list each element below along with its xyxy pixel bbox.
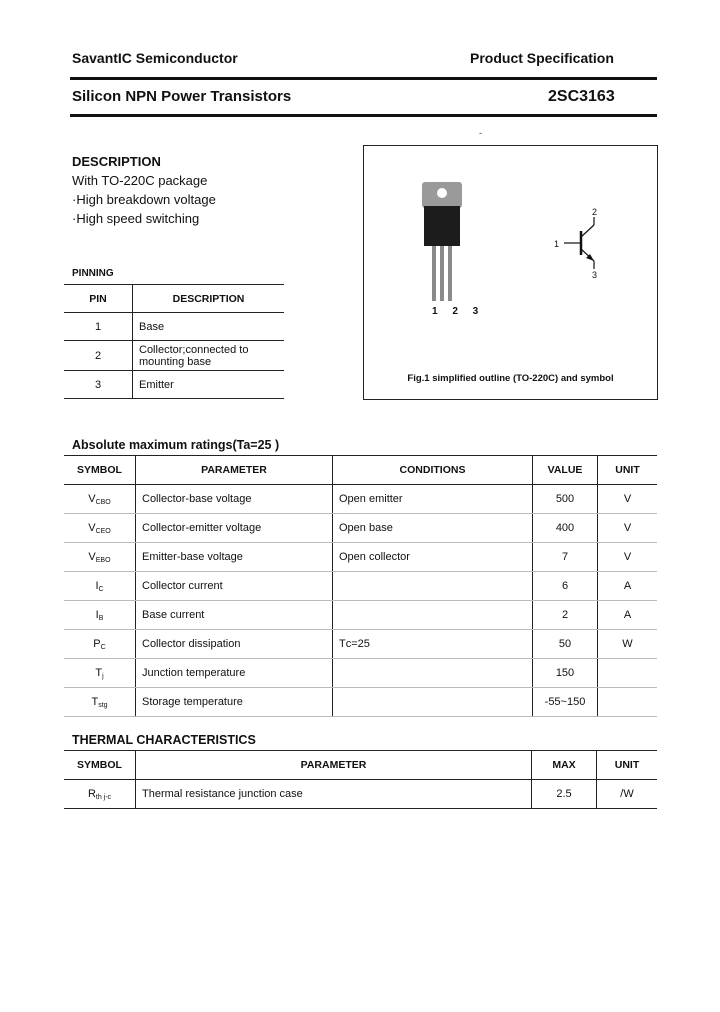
parameter-cell: Storage temperature [136,688,333,717]
table-row [64,485,657,514]
value-cell: 50 [533,630,598,659]
pinning-title: PINNING [72,268,114,279]
symbol-main: V [88,521,96,534]
parameter-cell: Emitter-base voltage [136,543,333,572]
symbol-subscript: C [100,643,106,651]
table-header-row [64,456,657,485]
pin-description: Collector;connected to mounting base [133,341,285,371]
header-rule-bottom [70,114,657,117]
symbol-main: V [88,492,96,505]
lead-1 [432,246,436,301]
pin-header: PIN [64,285,133,313]
conditions-cell: Open base [333,514,533,543]
symbol-subscript: j [102,672,104,680]
value-header: VALUE [533,456,598,485]
unit-cell: W [598,630,658,659]
conditions-cell [333,572,533,601]
table-header-row [64,285,284,313]
symbol-cell [64,572,136,601]
mounting-hole [437,188,447,198]
package-pin-numbers: 1 2 3 [432,306,485,317]
unit-header: UNIT [598,456,658,485]
unit-cell: A [598,572,658,601]
parameter-cell: Thermal resistance junction case [136,780,532,809]
symbol-main: T [95,666,103,679]
symbol-cell [64,543,136,572]
package-body [424,206,460,246]
symbol-main: I [95,579,99,592]
table-row [64,601,657,630]
unit-cell: V [598,485,658,514]
symbol-label-emitter: 3 [592,270,598,280]
symbol-header: SYMBOL [64,751,136,780]
symbol-cell [64,514,136,543]
figure-caption: Fig.1 simplified outline (TO-220C) and symbol [407,373,614,384]
npn-transistor-symbol-icon [550,205,610,280]
tick-mark: - [479,128,482,138]
description-line: With TO-220C package [72,173,208,188]
table-row [64,371,284,399]
symbol-main: T [91,695,99,708]
symbol-subscript: stg [98,701,108,709]
parameter-cell: Collector-base voltage [136,485,333,514]
to220-package-icon [410,180,480,305]
parameter-header: PARAMETER [136,456,333,485]
max-header: MAX [532,751,597,780]
conditions-cell [333,659,533,688]
table-header-row [64,751,657,780]
lead-3 [448,246,452,301]
value-cell: 150 [533,659,598,688]
unit-cell: V [598,514,658,543]
product-title: Silicon NPN Power Transistors [72,88,292,105]
value-cell: 400 [533,514,598,543]
conditions-header: CONDITIONS [333,456,533,485]
table-row [64,514,657,543]
conditions-cell: Open emitter [333,485,533,514]
header-rule-top [70,77,657,80]
conditions-cell [333,688,533,717]
table-row [64,780,657,809]
symbol-label-base: 1 [554,239,560,249]
unit-cell [598,659,658,688]
symbol-label-collector: 2 [592,207,598,217]
value-cell: 2 [533,601,598,630]
table-row [64,341,284,371]
symbol-cell [64,780,136,809]
pin-description: Emitter [133,371,285,399]
pin-description: Base [133,313,285,341]
collector-line [581,225,594,237]
symbol-main: P [93,637,101,650]
value-cell: 500 [533,485,598,514]
unit-cell: V [598,543,658,572]
pin-number: 2 [64,341,133,371]
table-row [64,313,284,341]
parameter-cell: Collector dissipation [136,630,333,659]
description-title: DESCRIPTION [72,154,161,169]
symbol-main: V [88,550,96,563]
symbol-cell [64,485,136,514]
symbol-cell [64,659,136,688]
unit-cell: A [598,601,658,630]
description-line: ·High speed switching [72,211,200,226]
symbol-subscript: CBO [95,498,111,506]
pinning-table [64,284,284,399]
unit-cell: /W [620,788,634,800]
value-cell: -55~150 [533,688,598,717]
symbol-subscript: EBO [95,556,111,564]
conditions-cell: Open collector [333,543,533,572]
max-cell: 2.5 [532,780,597,809]
company-name: SavantIC Semiconductor [72,50,238,66]
symbol-subscript: th j-c [95,793,112,801]
table-row [64,688,657,717]
symbol-main: R [87,787,96,800]
parameter-cell: Collector-emitter voltage [136,514,333,543]
parameter-cell: Collector current [136,572,333,601]
pin-number: 3 [64,371,133,399]
parameter-cell: Junction temperature [136,659,333,688]
description-header: DESCRIPTION [133,285,285,313]
table-row [64,630,657,659]
symbol-cell [64,688,136,717]
symbol-subscript: CEO [95,527,111,535]
thermal-title: THERMAL CHARACTERISTICS [72,733,256,747]
symbol-cell [64,601,136,630]
absolute-ratings-table [64,455,657,717]
part-number: 2SC3163 [548,88,615,105]
symbol-main: I [95,608,99,621]
table-row [64,659,657,688]
symbol-subscript: C [98,585,104,593]
unit-header: UNIT [597,751,658,780]
value-cell: 7 [533,543,598,572]
pin-number: 1 [64,313,133,341]
spec-label: Product Specification [470,50,614,66]
table-row [64,572,657,601]
conditions-cell: Tᴄ=25 [333,630,533,659]
table-row [64,543,657,572]
lead-2 [440,246,444,301]
parameter-cell: Base current [136,601,333,630]
unit-cell [598,688,658,717]
symbol-header: SYMBOL [64,456,136,485]
parameter-header: PARAMETER [136,751,532,780]
absolute-ratings-title: Absolute maximum ratings(Ta=25 ) [72,438,280,452]
conditions-cell [333,601,533,630]
symbol-cell [64,630,136,659]
value-cell: 6 [533,572,598,601]
symbol-subscript: B [98,614,104,622]
thermal-table [64,750,657,809]
description-line: ·High breakdown voltage [72,192,216,207]
figure-box [363,145,658,400]
